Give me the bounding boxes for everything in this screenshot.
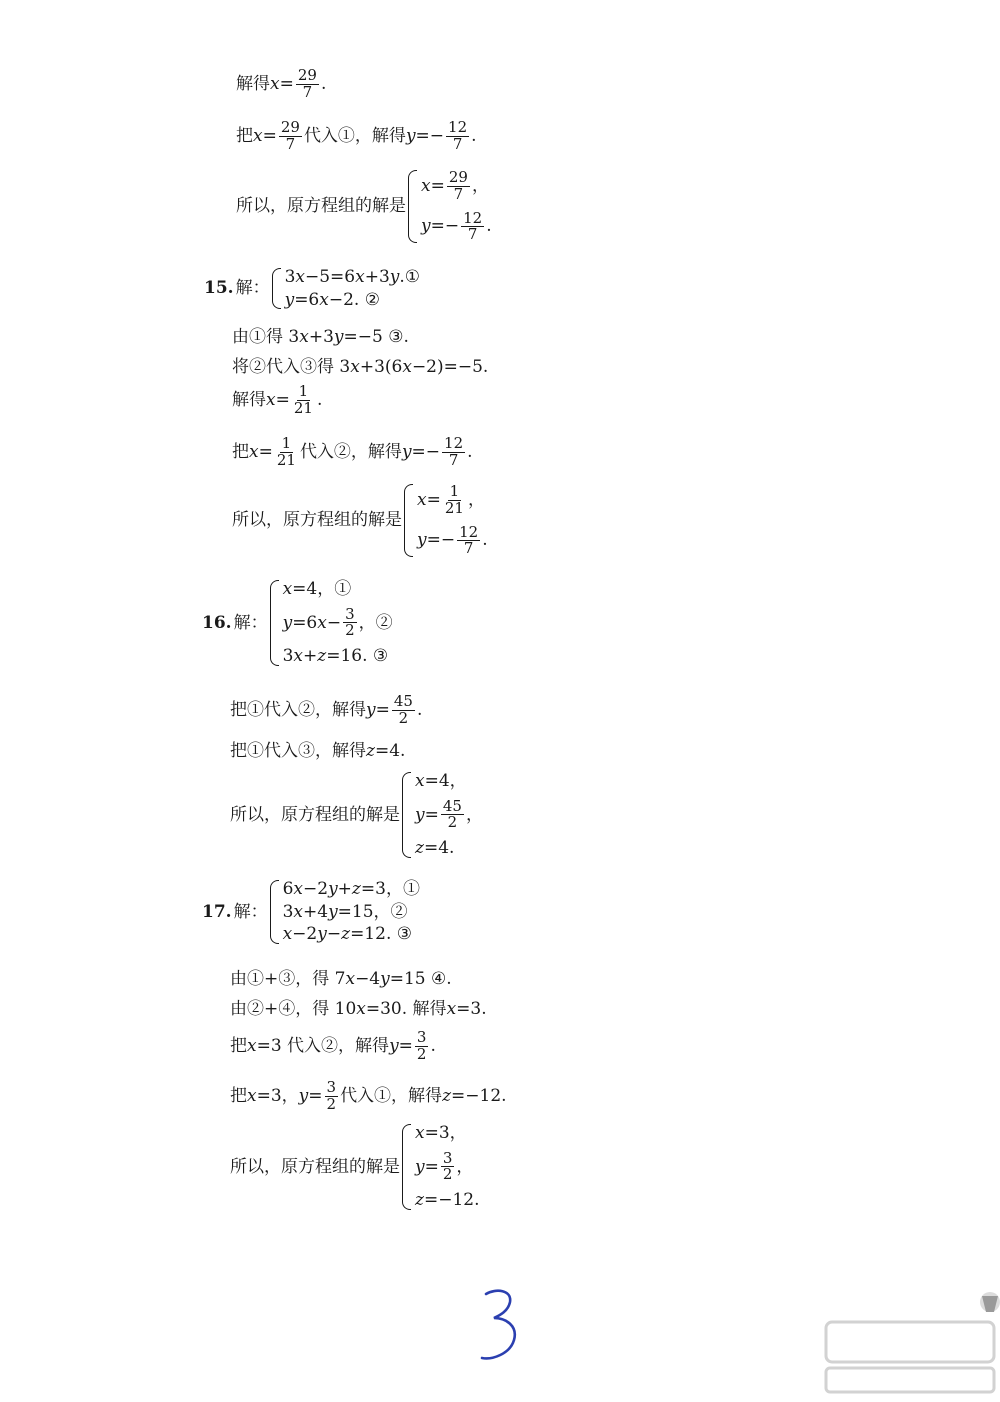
text: 把 (230, 1035, 247, 1056)
text: = (275, 389, 290, 410)
numerator: 29 (297, 66, 317, 84)
fraction (275, 436, 298, 469)
text: 由②+④，得 10 (230, 999, 357, 1019)
text: 解得 (236, 73, 270, 94)
var: y (298, 1085, 309, 1106)
text: 把 (230, 1085, 247, 1106)
fraction (279, 120, 302, 153)
row (283, 903, 420, 922)
equation-brace (272, 268, 420, 309)
text: 代入②，解得 (299, 441, 402, 462)
brace (404, 484, 413, 557)
label: 所以，原方程组的解是 (236, 196, 406, 217)
text: =− (426, 530, 456, 551)
var: x (421, 175, 431, 196)
numerator: 3 (326, 1078, 337, 1096)
equation-brace (270, 880, 420, 944)
row (415, 1124, 480, 1143)
text: . (320, 73, 327, 94)
text: = (424, 1156, 439, 1177)
text: = (308, 1085, 323, 1106)
text: =12. ③ (350, 924, 412, 945)
var: y (389, 1035, 399, 1056)
problem-16 (202, 580, 393, 666)
numerator: 1 (449, 482, 460, 500)
row (417, 522, 488, 558)
text: . (416, 699, 423, 720)
text: 把①代入②，解得 (230, 699, 366, 720)
var: x (446, 999, 457, 1019)
solve-line-15 (230, 970, 452, 989)
solve-line-16 (230, 1000, 487, 1019)
var: z (442, 1085, 452, 1106)
text: =− (415, 125, 445, 146)
denominator: 7 (467, 225, 478, 244)
text: +3 (364, 267, 390, 287)
text: =3， (424, 1123, 467, 1143)
text: ， (467, 489, 485, 510)
fraction (343, 604, 357, 640)
var: y (282, 612, 293, 633)
text: 3 (282, 646, 294, 667)
var: x (417, 489, 427, 510)
problem-number: 16. (202, 612, 232, 633)
var: x (345, 969, 356, 989)
solve-line-11 (230, 694, 422, 727)
text: 由①+③，得 7 (230, 969, 346, 989)
var: x (402, 357, 412, 377)
var: x (253, 125, 263, 146)
var: x (295, 267, 305, 287)
text: −4 (355, 969, 381, 989)
var: y (401, 441, 412, 462)
solution-set-17 (230, 1124, 480, 1210)
fraction (443, 484, 466, 517)
text: =30. 解得 (365, 999, 447, 1019)
text: =4. (423, 838, 455, 859)
row (415, 1148, 480, 1184)
var: x (299, 327, 309, 347)
var: y (415, 804, 425, 825)
numerator: 12 (444, 434, 464, 452)
var: y (328, 901, 338, 922)
numerator: 3 (416, 1028, 427, 1046)
brace (408, 170, 417, 243)
text: ， (471, 175, 489, 196)
text: =16. ③ (326, 646, 389, 667)
equation-brace (402, 772, 483, 858)
var: y (328, 879, 338, 899)
row (415, 839, 483, 858)
numerator: 1 (298, 382, 309, 400)
fraction (296, 68, 319, 101)
var: z (415, 838, 424, 859)
text: =− (430, 216, 460, 237)
solve-line-12 (230, 742, 405, 761)
fraction (441, 796, 464, 832)
text: . (486, 216, 492, 237)
denominator: 7 (463, 539, 474, 558)
text: 把①代入③，解得 (230, 741, 366, 761)
text: + (303, 646, 318, 667)
row (415, 772, 483, 791)
text: 6 (282, 879, 294, 899)
text: = (398, 1035, 413, 1056)
text: 3 (284, 267, 296, 287)
solve-line-1 (236, 68, 326, 101)
denominator: 2 (447, 813, 458, 832)
numerator: 12 (463, 208, 483, 227)
numerator: 12 (448, 118, 468, 136)
text: 将②代入③得 3 (232, 357, 351, 377)
var: x (350, 357, 360, 377)
row (415, 1191, 480, 1210)
text: −2 (303, 879, 329, 899)
text: = (430, 175, 445, 196)
denominator: 2 (398, 708, 409, 727)
text: = (424, 804, 439, 825)
text: 解得 (232, 389, 266, 410)
text: +3(6 (359, 357, 403, 377)
brace (270, 580, 279, 666)
var: z (317, 646, 327, 667)
fraction (446, 120, 469, 153)
solve-line-6 (232, 358, 488, 377)
watermark-bar (826, 1368, 994, 1392)
brace (402, 1124, 411, 1210)
denominator: 2 (442, 1165, 453, 1184)
text: − (326, 924, 342, 945)
text: = (258, 441, 273, 462)
solution-set-15 (232, 484, 488, 557)
numerator: 3 (345, 604, 355, 623)
text: = (375, 699, 390, 720)
var: x (355, 267, 365, 287)
solve-line-2 (236, 120, 477, 153)
text: − (326, 612, 342, 633)
var: x (356, 999, 366, 1019)
numerator: 12 (459, 522, 479, 541)
text: =−12. (451, 1085, 507, 1106)
var: y (405, 125, 416, 146)
text: −2)=−5. (411, 357, 489, 377)
text: 3 (282, 901, 294, 922)
var: y (417, 530, 427, 551)
var: x (247, 1085, 257, 1106)
var: z (341, 924, 351, 945)
row (282, 604, 393, 640)
text: + (337, 879, 352, 899)
denominator: 21 (293, 398, 313, 417)
fraction (325, 1080, 339, 1113)
text: ，② (358, 612, 393, 633)
text: =4. (374, 741, 406, 761)
denominator: 7 (302, 82, 313, 101)
text: 代入①，解得 (340, 1085, 443, 1106)
var: z (366, 741, 375, 761)
fraction (392, 694, 415, 727)
denominator: 2 (326, 1094, 337, 1113)
solve-line-18 (230, 1080, 507, 1113)
label: 解： (235, 278, 270, 299)
row (421, 208, 492, 244)
numerator: 3 (442, 1148, 453, 1167)
solve-line-17 (230, 1030, 436, 1063)
denominator: 7 (452, 134, 463, 153)
var: x (319, 289, 329, 310)
numerator: 1 (281, 434, 292, 452)
row (285, 291, 420, 310)
text: . (482, 530, 488, 551)
numerator: 45 (442, 796, 462, 815)
solution-set-16 (230, 772, 483, 858)
label: 所以，原方程组的解是 (230, 1156, 400, 1177)
text: =4，① (292, 579, 352, 599)
text: 代入①，解得 (303, 125, 406, 146)
text: 把 (236, 125, 253, 146)
text: =−12. (423, 1190, 480, 1211)
denominator: 2 (416, 1044, 427, 1063)
text: −2 (292, 924, 318, 945)
row (283, 925, 420, 944)
watermark-badge-icon (980, 1292, 1000, 1312)
text: . (467, 441, 473, 462)
text: .① (399, 267, 421, 287)
denominator: 7 (453, 184, 464, 203)
problem-number: 15. (204, 278, 234, 299)
text: =3 代入②，解得 (256, 1035, 390, 1056)
problem-15 (204, 268, 420, 309)
text: −2. ② (328, 289, 380, 310)
var: x (282, 924, 293, 945)
var: y (421, 216, 431, 237)
text: ， (456, 1156, 474, 1177)
text: 由①得 3 (232, 327, 300, 347)
var: x (249, 441, 259, 462)
text: = (262, 125, 277, 146)
solve-line-7 (232, 384, 322, 417)
var: y (366, 699, 376, 720)
var: x (270, 73, 280, 94)
equation-brace (270, 580, 393, 666)
var: z (351, 879, 361, 899)
var: x (282, 579, 293, 599)
row (283, 647, 393, 666)
text: . (430, 1035, 436, 1056)
handwritten-page-number (478, 1286, 522, 1364)
text: =3， (256, 1085, 299, 1106)
label: 所以，原方程组的解是 (230, 804, 400, 825)
denominator: 21 (444, 498, 464, 517)
denominator: 2 (345, 621, 355, 640)
text: . (316, 389, 323, 410)
equation-brace (408, 170, 492, 243)
text: +3 (308, 327, 334, 347)
row (285, 268, 420, 287)
text: =4， (424, 771, 467, 791)
var: x (293, 646, 303, 667)
var: x (293, 879, 303, 899)
var: x (415, 771, 425, 791)
text: =15，② (337, 901, 408, 922)
text: =−5 ③. (343, 327, 409, 347)
equation-brace (402, 1124, 480, 1210)
var: x (317, 612, 327, 633)
label: 所以，原方程组的解是 (232, 510, 402, 531)
row (417, 484, 488, 517)
label: 解： (233, 612, 268, 633)
fraction (292, 384, 315, 417)
fraction (442, 436, 465, 469)
fraction (415, 1030, 429, 1063)
denominator: 21 (276, 450, 296, 469)
text: −5=6 (305, 267, 356, 287)
var: z (415, 1190, 424, 1211)
text: =6 (292, 612, 318, 633)
fraction (461, 208, 484, 244)
denominator: 7 (285, 134, 296, 153)
label: 解： (233, 901, 268, 922)
row (415, 796, 483, 832)
var: x (247, 1035, 257, 1056)
brace (270, 880, 279, 944)
problem-number: 17. (202, 901, 232, 922)
var: x (415, 1123, 425, 1143)
fraction (441, 1148, 455, 1184)
numerator: 29 (448, 168, 468, 186)
watermark-box (826, 1322, 994, 1362)
text: 把 (232, 441, 249, 462)
numerator: 45 (393, 692, 413, 710)
var: y (415, 1156, 425, 1177)
text: =− (411, 441, 441, 462)
watermark-logo (818, 1286, 1000, 1396)
solution-set-14 (236, 170, 492, 243)
text: = (426, 489, 441, 510)
text: . (471, 125, 477, 146)
row (283, 880, 420, 899)
text: = (279, 73, 294, 94)
digit-stroke (482, 1291, 515, 1359)
var: x (293, 901, 303, 922)
var: y (380, 969, 390, 989)
numerator: 29 (280, 118, 300, 136)
denominator: 7 (448, 450, 459, 469)
text: ， (465, 804, 483, 825)
fraction (457, 522, 480, 558)
text: =15 ④. (389, 969, 452, 989)
text: +4 (303, 901, 329, 922)
solve-line-8 (232, 436, 473, 469)
problem-17 (202, 880, 420, 944)
var: y (389, 267, 400, 287)
text: =6 (294, 289, 320, 310)
brace (402, 772, 411, 858)
var: y (333, 327, 344, 347)
row (421, 170, 492, 203)
equation-brace (404, 484, 488, 557)
row (283, 580, 393, 599)
text: =3，① (360, 879, 420, 899)
brace (272, 268, 281, 309)
text: =3. (456, 999, 487, 1019)
solve-line-5 (232, 328, 409, 347)
var: y (284, 289, 295, 310)
fraction (447, 170, 470, 203)
var: y (317, 924, 327, 945)
var: x (266, 389, 276, 410)
